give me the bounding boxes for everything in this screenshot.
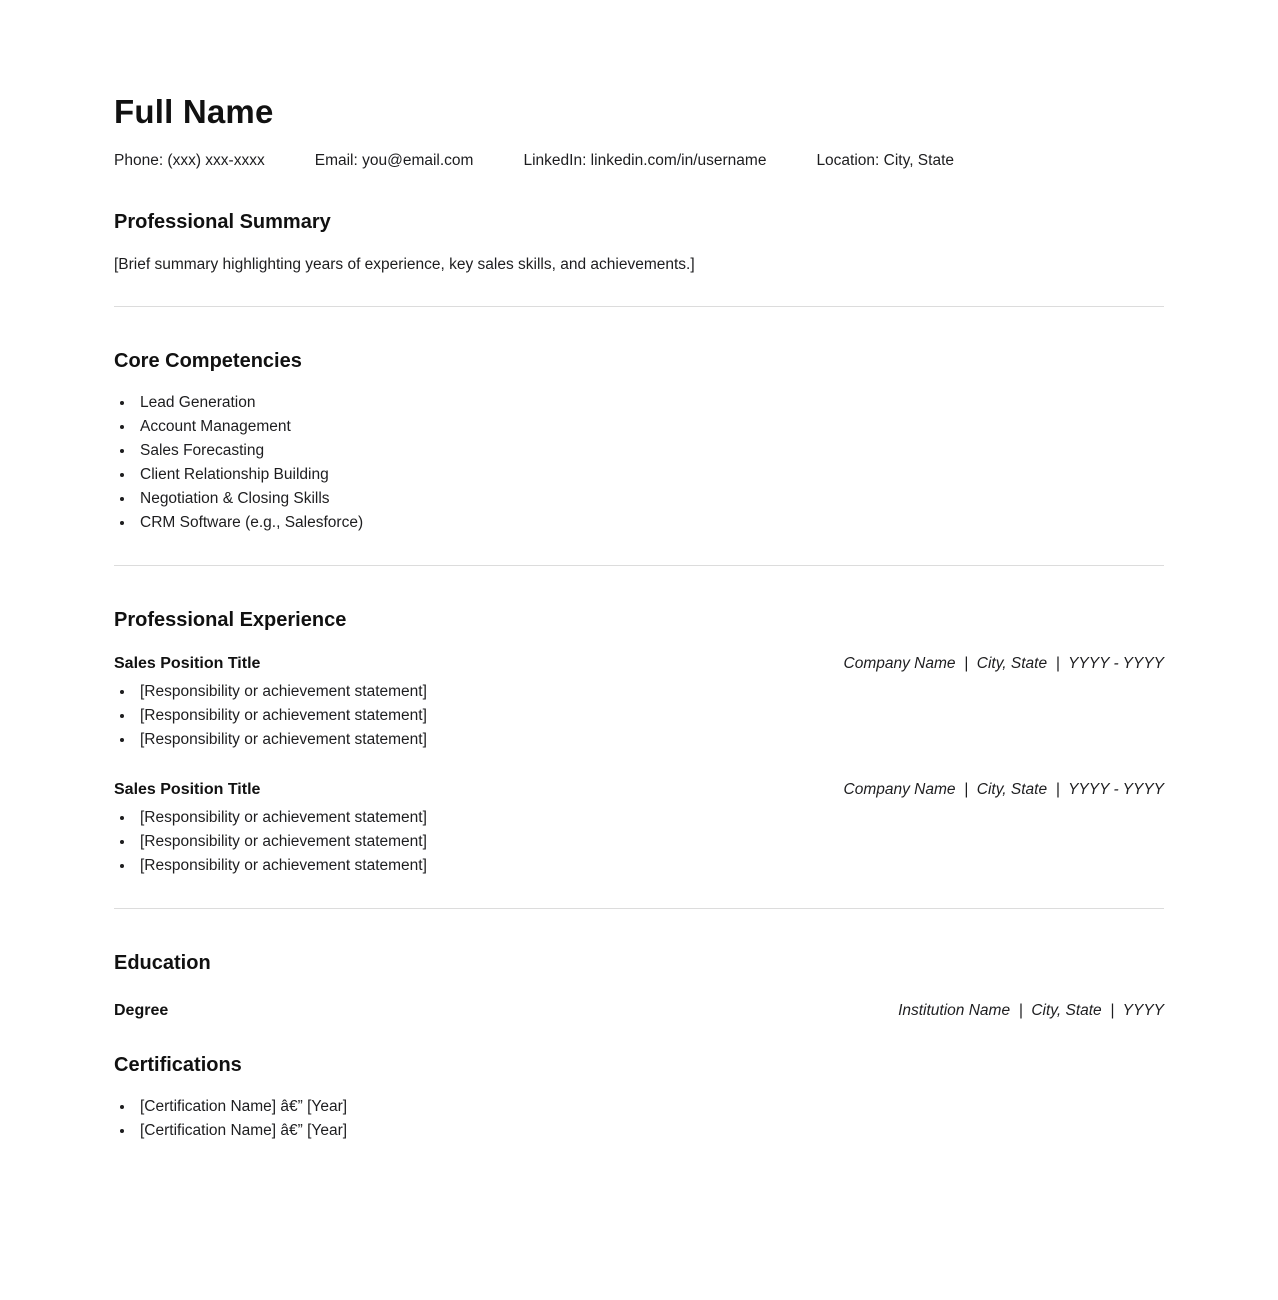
section-professional-experience	[114, 606, 1164, 878]
job-bullet: • [Responsibility or achievement statement]	[135, 806, 1164, 830]
resume-header	[114, 92, 1164, 172]
contact-row	[114, 150, 1164, 172]
contact-email: Email: you@email.com	[314, 151, 474, 169]
certification-item: • [Certification Name] â€” [Year]	[135, 1119, 1164, 1143]
degree-title: Degree	[114, 1001, 169, 1019]
job-entry	[114, 778, 1164, 878]
section-professional-summary	[114, 208, 1164, 276]
competencies-list	[114, 391, 1164, 535]
summary-heading: Professional Summary	[114, 210, 331, 233]
contact-phone: Phone: (xxx) xxx-xxxx	[114, 151, 265, 169]
job-entry-header	[114, 652, 1164, 676]
section-core-competencies	[114, 347, 1164, 535]
job-bullet: • [Responsibility or achievement statement]	[135, 854, 1164, 878]
section-divider	[114, 565, 1164, 566]
job-bullet: • [Responsibility or achievement statement]	[135, 704, 1164, 728]
certifications-heading: Certifications	[114, 1053, 242, 1076]
job-bullet: • [Responsibility or achievement statement]	[135, 728, 1164, 752]
education-meta: Institution Name | City, State | YYYY	[898, 1001, 1164, 1019]
job-meta: Company Name | City, State | YYYY - YYYY	[843, 654, 1164, 672]
job-bullet-list	[114, 680, 1164, 752]
summary-text: [Brief summary highlighting years of experience, key sales skills, and achievements.]	[114, 255, 695, 273]
education-heading: Education	[114, 951, 211, 974]
section-divider	[114, 306, 1164, 307]
job-title: Sales Position Title	[114, 780, 261, 798]
experience-heading: Professional Experience	[114, 608, 347, 631]
contact-linkedin: LinkedIn: linkedin.com/in/username	[523, 151, 767, 169]
education-entry-header	[114, 999, 1164, 1023]
resume-page	[114, 0, 1164, 1300]
section-certifications	[114, 1051, 1164, 1143]
job-bullet-list	[114, 806, 1164, 878]
competencies-heading: Core Competencies	[114, 349, 302, 372]
competency-item: • Negotiation & Closing Skills	[135, 487, 1164, 511]
job-entry-header	[114, 778, 1164, 802]
section-education	[114, 949, 1164, 1023]
competency-item: • CRM Software (e.g., Salesforce)	[135, 511, 1164, 535]
job-bullet: • [Responsibility or achievement statement]	[135, 680, 1164, 704]
job-meta: Company Name | City, State | YYYY - YYYY	[843, 780, 1164, 798]
section-divider	[114, 908, 1164, 909]
job-title: Sales Position Title	[114, 654, 261, 672]
contact-location: Location: City, State	[816, 151, 954, 169]
certification-item: • [Certification Name] â€” [Year]	[135, 1095, 1164, 1119]
full-name: Full Name	[114, 93, 274, 130]
competency-item: • Sales Forecasting	[135, 439, 1164, 463]
competency-item: • Account Management	[135, 415, 1164, 439]
competency-item: • Client Relationship Building	[135, 463, 1164, 487]
job-bullet: • [Responsibility or achievement statement]	[135, 830, 1164, 854]
job-entry	[114, 652, 1164, 752]
certifications-list	[114, 1095, 1164, 1143]
competency-item: • Lead Generation	[135, 391, 1164, 415]
